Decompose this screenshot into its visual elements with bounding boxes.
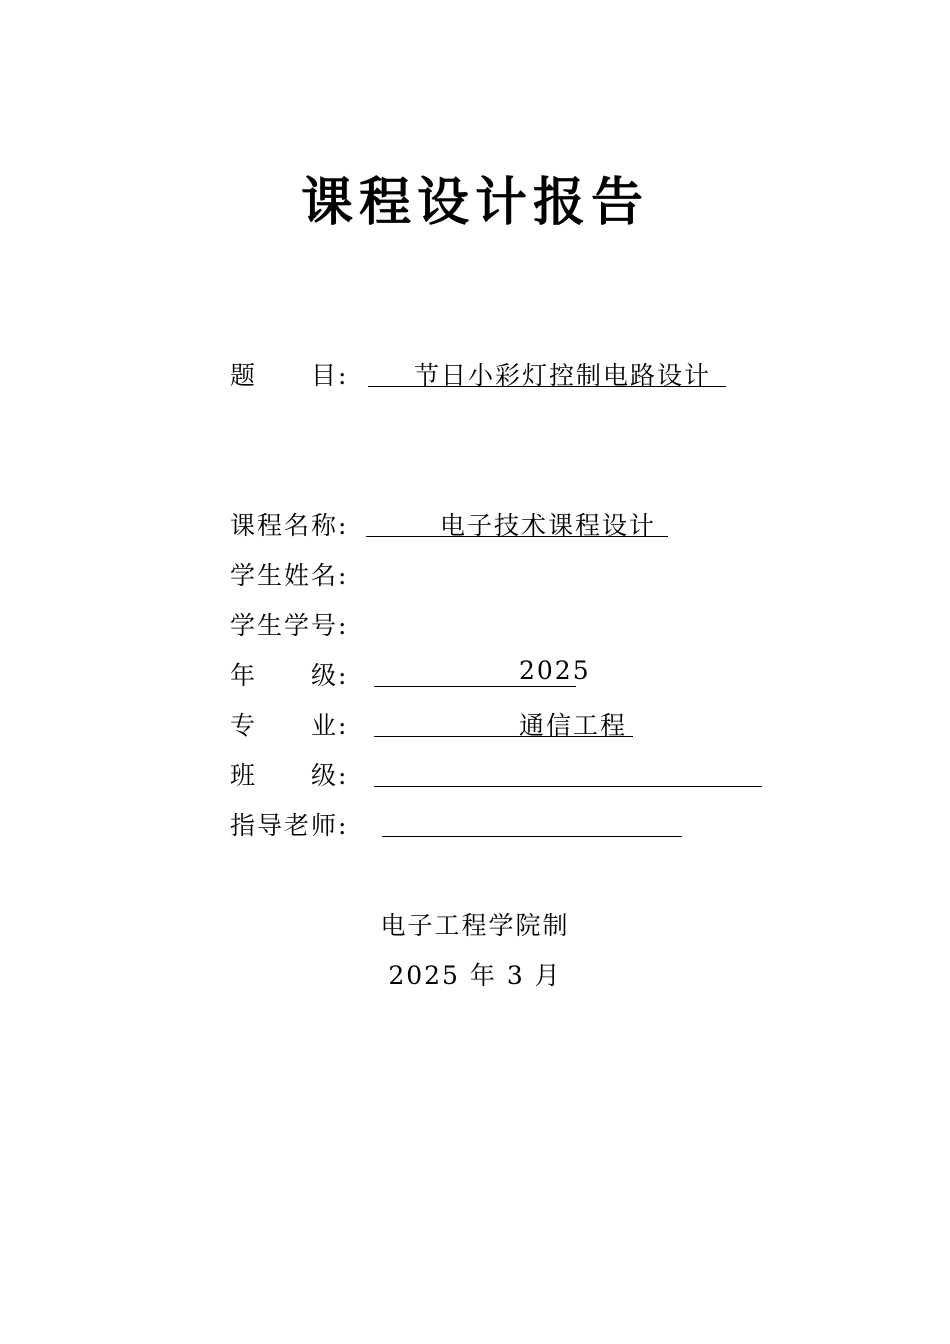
student-id-label: 学生学号: xyxy=(230,611,349,640)
institution-text: 电子工程学院制 xyxy=(380,911,570,940)
course-label: 课程名称: xyxy=(230,511,349,540)
advisor-underline xyxy=(382,836,682,837)
topic-underline xyxy=(368,386,726,387)
topic-value: 节日小彩灯控制电路设计 xyxy=(414,361,712,390)
major-value: 通信工程 xyxy=(519,711,628,740)
course-underline xyxy=(366,536,668,537)
grade-underline xyxy=(374,686,576,687)
topic-label: 题 目: xyxy=(230,361,349,390)
grade-value: 2025 xyxy=(519,656,591,685)
report-title: 课程设计报告 xyxy=(300,173,649,233)
course-value: 电子技术课程设计 xyxy=(440,511,657,540)
major-underline xyxy=(374,736,633,737)
advisor-label: 指导老师: xyxy=(230,811,349,840)
class-label: 班 级: xyxy=(230,761,349,790)
major-label: 专 业: xyxy=(230,711,349,740)
student-name-label: 学生姓名: xyxy=(230,561,349,590)
grade-label: 年 级: xyxy=(230,661,349,690)
date-text: 2025 年 3 月 xyxy=(388,961,562,990)
class-underline xyxy=(374,786,762,787)
